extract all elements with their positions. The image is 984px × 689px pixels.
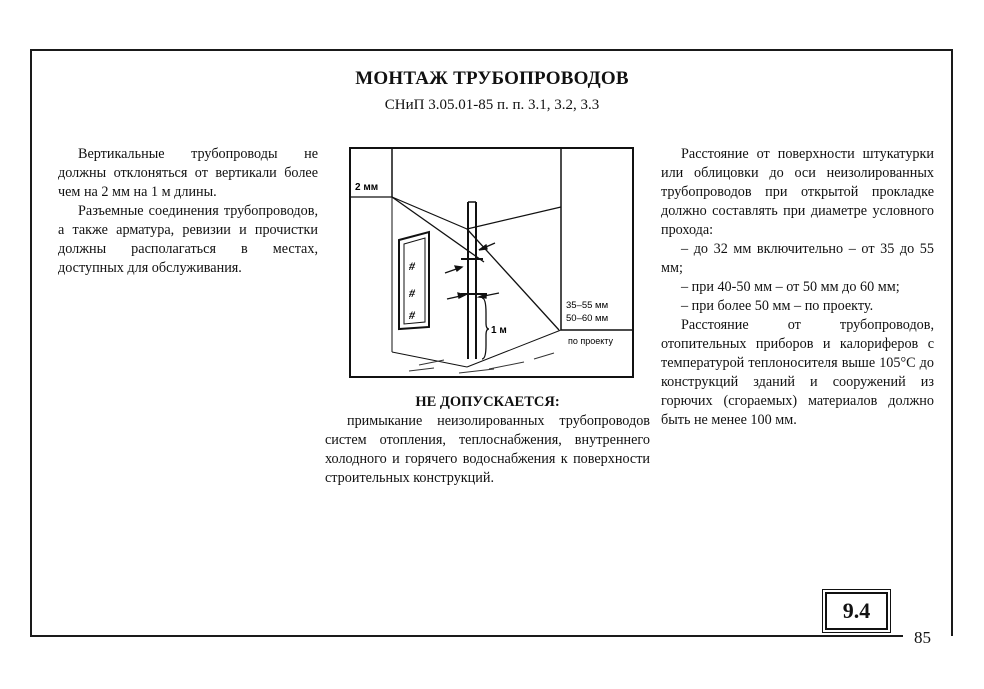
label-2mm: 2 мм: [355, 182, 379, 193]
pipe-installation-illustration: [349, 147, 634, 378]
right-paragraph-2: – до 32 мм включительно – от 35 до 55 мм;: [661, 241, 934, 276]
floor-texture: [409, 353, 554, 373]
not-allowed-heading: НЕ ДОПУСКАЕТСЯ:: [415, 394, 560, 410]
floor-line-1: [392, 352, 467, 367]
leader-2mm-diag: [392, 197, 484, 262]
right-paragraph-5: Расстояние от трубопроводов, отопительных приборов и калориферов с температурой теплоносителя выше 105°С до конструкций зданий и сооружений из горючих (сгораемых) материалов должно быть не менее 100 мм.: [661, 317, 934, 428]
right-paragraph-1: Расстояние от поверхности штукатурки или облицовки до оси неизолированных трубопроводов при открытой прокладке должно составлять при диаметре условного прохода:: [661, 146, 934, 238]
label-by-project: по проекту: [568, 336, 614, 346]
left-column: [58, 145, 318, 278]
wall-line-2: [467, 207, 561, 229]
label-35-55: 35–55 мм: [566, 300, 609, 311]
not-allowed-paragraph: примыкание неизолированных трубопроводов систем отопления, теплоснабжения, внутреннего холодного и горячего водоснабжения к поверхности строительных конструкций.: [325, 413, 650, 486]
diag-line-right: [467, 229, 559, 330]
frame-left-border: [30, 49, 32, 636]
section-number-badge: 9.4: [825, 592, 888, 630]
not-allowed-text: [325, 412, 650, 488]
window-hatch-2: #: [409, 286, 415, 300]
right-column: [661, 145, 934, 430]
frame-bottom-border: [30, 635, 903, 637]
frame-top-border: [30, 49, 953, 51]
dimension-arrows: [445, 243, 499, 299]
page-number: 85: [914, 628, 931, 647]
window-hatch-1: #: [409, 259, 415, 273]
frame-right-border: [951, 49, 953, 636]
right-paragraph-4: – при более 50 мм – по проекту.: [681, 298, 874, 314]
right-paragraph-3: – при 40-50 мм – от 50 мм до 60 мм;: [681, 279, 900, 295]
left-paragraph-2: Разъемные соединения трубопроводов, а также арматура, ревизии и прочистки должны располагаться в местах, доступных для обслуживания.: [58, 203, 318, 276]
page-title: МОНТАЖ ТРУБОПРОВОДОВ: [355, 68, 629, 89]
label-50-60: 50–60 мм: [566, 313, 609, 324]
window-hatch-3: #: [409, 308, 415, 322]
bracket-1m: [482, 298, 489, 359]
label-1m: 1 м: [491, 325, 507, 336]
left-paragraph-1: Вертикальные трубопроводы не должны отклоняться от вертикали более чем на 2 мм на 1 м длины.: [58, 146, 318, 200]
page-subtitle: СНиП 3.05.01-85 п. п. 3.1, 3.2, 3.3: [384, 97, 600, 113]
floor-line-2: [467, 330, 561, 367]
